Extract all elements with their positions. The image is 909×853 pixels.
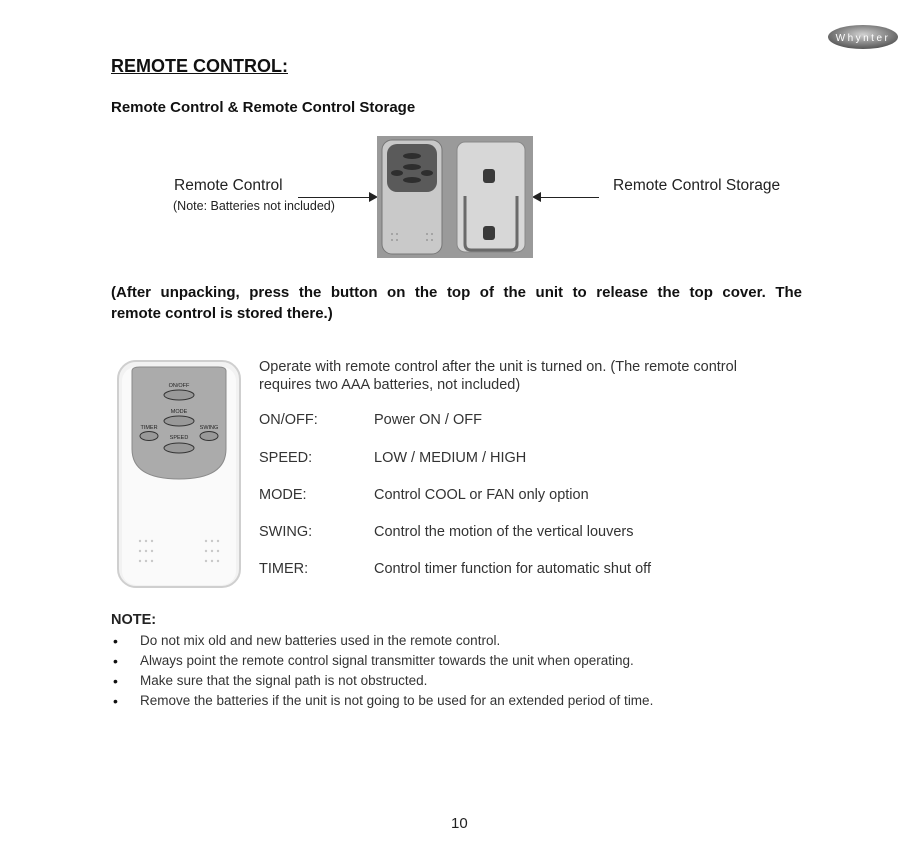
- storage-label: Remote Control Storage: [613, 177, 781, 194]
- function-desc-mode: Control COOL or FAN only option: [374, 487, 589, 503]
- unpacking-note: [111, 282, 802, 324]
- page-title: REMOTE CONTROL:: [111, 56, 288, 76]
- page-number: 10: [451, 815, 468, 832]
- onoff-button-label: ON/OFF: [168, 383, 190, 389]
- brand-logo-text: Whynter: [835, 33, 891, 44]
- timer-button: [140, 425, 158, 441]
- notes-list: [111, 631, 653, 711]
- note-heading: NOTE:: [111, 612, 157, 628]
- note-item: • Make sure that the signal path is not obstructed.: [111, 671, 653, 691]
- speed-button-label: SPEED: [169, 435, 189, 441]
- remote-storage-photo: [377, 136, 533, 258]
- unpacking-note-line-2: remote control is stored there.): [111, 305, 333, 322]
- swing-button: [200, 425, 219, 441]
- function-key-onoff: ON/OFF:: [259, 412, 318, 428]
- note-item: • Remove the batteries if the unit is not going to be used for an extended period of time.: [111, 691, 653, 711]
- remote-intro-line-2: requires two AAA batteries, not included): [259, 377, 521, 393]
- note-item: • Do not mix old and new batteries used in the remote control.: [111, 631, 653, 651]
- remote-illustration: [112, 357, 246, 591]
- section-subtitle: Remote Control & Remote Control Storage: [111, 99, 416, 116]
- timer-button-label: TIMER: [140, 425, 158, 431]
- right-pointer-line: [541, 197, 599, 198]
- function-desc-timer: Control timer function for automatic shut off: [374, 561, 651, 577]
- left-pointer-line: [298, 197, 370, 198]
- function-key-speed: SPEED:: [259, 450, 313, 466]
- remote-intro: [259, 358, 809, 394]
- note-item: • Always point the remote control signal transmitter towards the unit when operating.: [111, 651, 653, 671]
- brand-logo: [826, 22, 900, 52]
- right-arrow-icon: [532, 192, 541, 202]
- unpacking-note-line-1: (After unpacking, press the button on the top of the unit to release the top cover. The: [111, 284, 802, 301]
- remote-intro-line-1: Operate with remote control after the unit is turned on. (The remote control: [259, 359, 737, 375]
- swing-button-label: SWING: [199, 425, 219, 431]
- function-key-swing: SWING:: [259, 524, 313, 540]
- function-key-mode: MODE:: [259, 487, 307, 503]
- mode-button-label: MODE: [170, 409, 188, 415]
- remote-control-label: Remote Control: [174, 177, 283, 194]
- function-desc-swing: Control the motion of the vertical louvers: [374, 524, 634, 540]
- batteries-note: (Note: Batteries not included): [173, 199, 335, 213]
- function-desc-speed: LOW / MEDIUM / HIGH: [374, 450, 527, 466]
- function-desc-onoff: Power ON / OFF: [374, 412, 482, 428]
- function-key-timer: TIMER:: [259, 561, 309, 577]
